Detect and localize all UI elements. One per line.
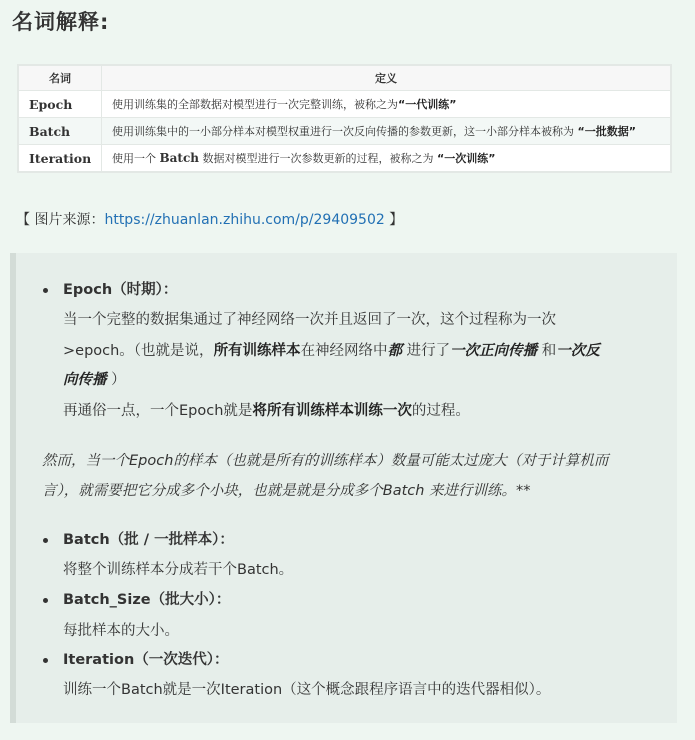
batch-size-heading: Batch_Size（批大小）： xyxy=(63,592,231,608)
source-prefix: 【 图片来源： xyxy=(16,212,105,228)
text-run: 和 xyxy=(537,343,557,359)
epoch-line-1: 当一个完整的数据集通过了神经网络一次并且返回了一次，这个过程称为一次 xyxy=(63,312,556,328)
bullet-dot xyxy=(43,658,48,663)
text-run: >epoch。（也就是说， xyxy=(63,343,214,359)
bullet-dot xyxy=(43,538,48,543)
definition-text: 使用训练集的全部数据对模型进行一次完整训练，被称之为 xyxy=(112,98,398,111)
definition-emphasis: “一次训练” xyxy=(437,152,496,165)
bold-italic-run: 一次正向传播 xyxy=(450,343,538,359)
table-row xyxy=(19,91,671,118)
epoch-line-2 xyxy=(63,339,600,360)
definition-text: 使用一个 xyxy=(112,152,160,165)
bold-italic-run: 都 xyxy=(387,343,403,359)
header-term: 名词 xyxy=(19,66,102,91)
definition-batch-word: Batch xyxy=(159,151,199,165)
bold-run: 将所有训练样本训练一次 xyxy=(252,403,412,419)
text-run: ） xyxy=(106,372,126,388)
bold-italic-run: 一次反 xyxy=(556,343,600,359)
text-run: 在神经网络中 xyxy=(300,343,388,359)
term-cell: Epoch xyxy=(19,91,102,118)
bullet-dot xyxy=(43,598,48,603)
section-heading: 名词解释: xyxy=(12,10,110,34)
bold-italic-run: 向传播 xyxy=(63,372,107,388)
term-cell: Iteration xyxy=(19,145,102,172)
epoch-line-3 xyxy=(63,368,126,389)
text-run: 进行了 xyxy=(402,343,451,359)
batch-desc: 将整个训练样本分成若干个Batch。 xyxy=(63,562,294,578)
definition-emphasis: “一批数据” xyxy=(577,125,636,138)
term-cell: Batch xyxy=(19,118,102,145)
table-header-row xyxy=(19,66,671,91)
header-definition: 定义 xyxy=(102,66,671,91)
definition-cell xyxy=(102,91,671,118)
table-row xyxy=(19,145,671,172)
table-row xyxy=(19,118,671,145)
definition-cell xyxy=(102,118,671,145)
iteration-heading: Iteration（一次迭代）： xyxy=(63,652,229,668)
text-run: 的过程。 xyxy=(411,403,470,419)
definition-emphasis: “一代训练” xyxy=(398,98,457,111)
epoch-heading: Epoch（时期）： xyxy=(63,282,178,298)
batch-size-desc: 每批样本的大小。 xyxy=(63,623,179,639)
definition-table xyxy=(17,64,672,173)
source-link[interactable]: https://zhuanlan.zhihu.com/p/29409502 xyxy=(104,212,385,228)
bullet-dot xyxy=(43,288,48,293)
definition-text-post: 数据对模型进行一次参数更新的过程，被称之为 xyxy=(199,152,437,165)
text-run: 再通俗一点，一个Epoch就是 xyxy=(63,403,253,419)
source-suffix: 】 xyxy=(384,212,404,228)
image-source-line xyxy=(16,209,403,229)
definition-text: 使用训练集中的一小部分样本对模型权重进行一次反向传播的参数更新，这一小部分样本被称为 xyxy=(112,125,578,138)
epoch-line-4 xyxy=(63,399,470,420)
iteration-desc: 训练一个Batch就是一次Iteration（这个概念跟程序语言中的迭代器相似）。 xyxy=(63,682,551,698)
bold-run: 所有训练样本 xyxy=(213,343,301,359)
italic-note-line-1: 然而，当一个Epoch的样本（也就是所有的训练样本）数量可能太过庞大（对于计算机而 xyxy=(42,453,609,469)
definition-cell xyxy=(102,145,671,172)
batch-heading: Batch（批 / 一批样本）： xyxy=(63,532,234,548)
italic-note-line-2: 言），就需要把它分成多个小块，也就是就是分成多个Batch 来进行训练。** xyxy=(42,483,531,499)
blockquote xyxy=(10,253,677,723)
